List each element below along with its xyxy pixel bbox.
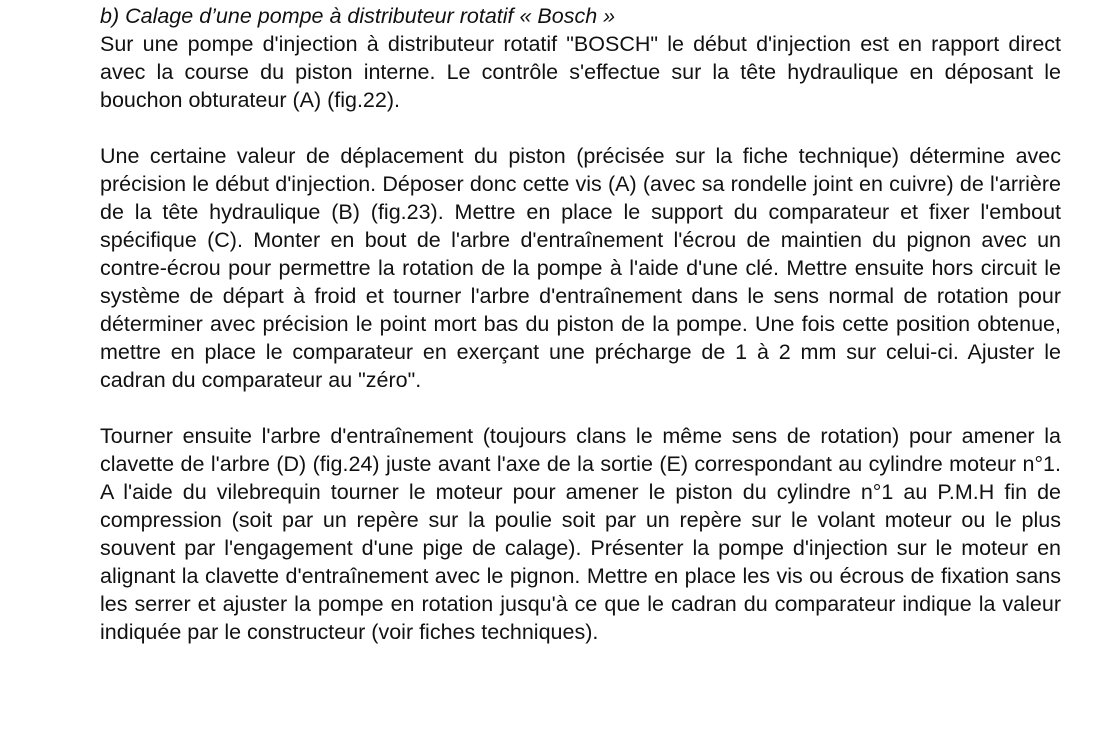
document-page [100, 2, 1061, 646]
paragraph-procedure: Une certaine valeur de déplacement du piston (précisée sur la fiche technique) détermine avec précision le début d'injection. Déposer donc cette vis (A) (avec sa rondelle joint en cuivre) de l'arrière de la tête hydraulique (B) (fig.23). Mettre en place le support du comparateur et fixer l'embout spécifique (C). Monter en bout de l'arbre d'entraînement l'écrou de maintien du pignon avec un contre-écrou pour permettre la rotation de la pompe à l'aide d'une clé. Mettre ensuite hors circuit le système de départ à froid et tourner l'arbre d'entraînement dans le sens normal de rotation pour déterminer avec précision le point mort bas du piston de la pompe. Une fois cette position obtenue, mettre en place le comparateur en exerçant une précharge de 1 à 2 mm sur celui-ci. Ajuster le cadran du comparateur au "zéro". [100, 144, 1061, 392]
paragraph-timing: Tourner ensuite l'arbre d'entraînement (toujours clans le même sens de rotation) pour amener la clavette de l'arbre (D) (fig.24) juste avant l'axe de la sortie (E) correspondant au cylindre moteur n°1. A l'aide du vilebrequin tourner le moteur pour amener le piston du cylindre n°1 au P.M.H fin de compression (soit par un repère sur la poulie soit par un repère sur le volant moteur ou le plus souvent par l'engagement d'une pige de calage). Présenter la pompe d'injection sur le moteur en alignant la clavette d'entraînement avec le pignon. Mettre en place les vis ou écrous de fixation sans les serrer et ajuster la pompe en rotation jusqu'à ce que le cadran du comparateur indique la valeur indiquée par le constructeur (voir fiches techniques). [100, 424, 1061, 644]
paragraph-intro: Sur une pompe d'injection à distributeur rotatif "BOSCH" le début d'injection est en rapport direct avec la course du piston interne. Le contrôle s'effectue sur la tête hydraulique en déposant le bouchon obturateur (A) (fig.22). [100, 32, 1061, 112]
section-heading: b) Calage d’une pompe à distributeur rotatif « Bosch » [100, 4, 616, 28]
